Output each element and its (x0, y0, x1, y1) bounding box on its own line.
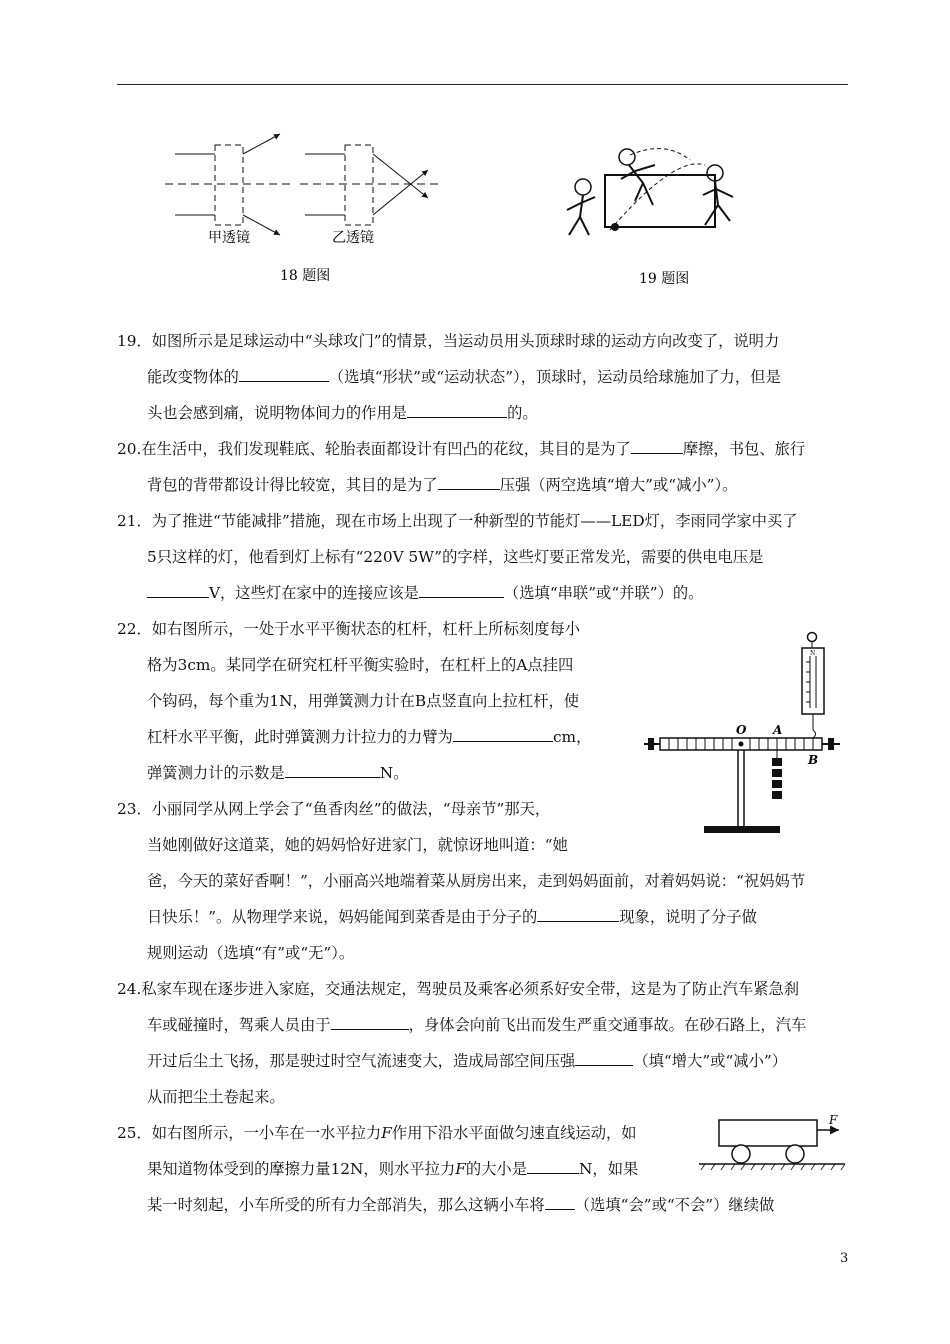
q21-line-3b: （选填“串联”或“并联”）的。 (503, 584, 704, 602)
lens-b-label: 乙透镜 (332, 230, 374, 246)
q25-line-1 (117, 1115, 852, 1151)
q24-line-3 (117, 1043, 852, 1079)
q19-line-3 (117, 395, 852, 431)
q25-line-2c: N，如果 (579, 1160, 639, 1178)
q19-line-2 (117, 359, 852, 395)
q23-line-2: 当她刚做好这道菜，她的妈妈恰好进家门，就惊讶地叫道：“她 (147, 836, 568, 854)
q23-line-4 (117, 899, 852, 935)
question-25 (117, 1115, 852, 1223)
q21-line-2: 5只这样的灯，他看到灯上标有“220V 5W”的字样，这些灯要正常发光，需要的供电电压是 (147, 548, 764, 566)
q25-line-1a: 25．如右图所示，一小车在一水平拉力 (117, 1124, 382, 1142)
q22-blank-2[interactable] (285, 763, 380, 778)
q25-line-2 (117, 1151, 852, 1187)
point-o-label: O (736, 723, 747, 737)
q21-blank-1[interactable] (147, 583, 209, 598)
question-24 (117, 971, 852, 1115)
figure-18-caption: 18 题图 (280, 268, 331, 284)
q25-var-f-2: F (455, 1160, 466, 1178)
q19-line-1: 19．如图所示是足球运动中“头球攻门”的情景，当运动员用头顶球时球的运动方向改变了，说明力 (117, 332, 780, 350)
q24-blank-1[interactable] (331, 1015, 409, 1030)
lens-a-label: 甲透镜 (208, 230, 250, 246)
q22-line-1: 22．如右图所示，一处于水平平衡状态的杠杆，杠杆上所标刻度每小 (117, 620, 581, 638)
q22-line-2: 格为3cm。某同学在研究杠杆平衡实验时，在杠杆上的A点挂四 (147, 656, 574, 674)
q19-blank-1[interactable] (239, 367, 329, 382)
question-20 (117, 431, 852, 503)
meter-unit-label: N (810, 650, 816, 657)
question-21 (117, 503, 852, 611)
q24-line-2b: ，身体会向前飞出而发生严重交通事故。在砂石路上，汽车 (408, 1016, 807, 1034)
q21-line-3a: V，这些灯在家中的连接应该是 (209, 584, 419, 602)
q22-blank-1[interactable] (453, 727, 553, 742)
q24-line-1: 24.私家车现在逐步进入家庭，交通法规定，驾驶员及乘客必须系好安全带，这是为了防止汽车紧急刹 (117, 980, 800, 998)
q21-blank-2[interactable] (419, 583, 504, 598)
q25-line-2a: 果知道物体受到的摩擦力量12N，则水平拉力 (147, 1160, 456, 1178)
q21-line-1: 21．为了推进“节能减排”措施，现在市场上出现了一种新型的节能灯——LED灯，李雨同学家中买了 (117, 512, 798, 530)
question-23 (117, 791, 852, 971)
question-22 (117, 611, 852, 791)
q22-line-4 (117, 719, 852, 755)
point-a-label: A (773, 723, 783, 737)
q22-line-5b: N。 (379, 764, 409, 782)
q25-blank-2[interactable] (545, 1195, 575, 1210)
q25-line-3 (117, 1187, 852, 1223)
point-b-label: B (808, 753, 819, 767)
q24-line-4: 从而把尘土卷起来。 (147, 1088, 285, 1106)
q24-blank-2[interactable] (575, 1051, 633, 1066)
q24-line-2 (117, 1007, 852, 1043)
q21-line-3 (117, 575, 852, 611)
q24-line-2a: 车或碰撞时，驾乘人员由于 (147, 1016, 331, 1034)
figure-19-caption: 19 题图 (639, 271, 690, 287)
q23-blank-1[interactable] (537, 907, 619, 922)
header-rule (117, 84, 848, 85)
q19-blank-2[interactable] (407, 403, 507, 418)
force-f-label: F (829, 1113, 838, 1127)
q22-line-4a: 杠杆水平平衡，此时弹簧测力计拉力的力臂为 (147, 728, 453, 746)
q22-line-4b: cm， (552, 728, 592, 746)
q20-line-1a: 20.在生活中，我们发现鞋底、轮胎表面都设计有凹凸的花纹，其目的是为了 (117, 440, 631, 458)
q19-line-2b: （选填“形状”或“运动状态”），顶球时，运动员给球施加了力，但是 (328, 368, 781, 386)
figure-19-header-goal (555, 135, 755, 290)
q20-line-2b: 压强（两空选填“增大”或“减小”）。 (499, 476, 738, 494)
q23-line-5: 规则运动（选填“有”或“无”）。 (147, 944, 355, 962)
q23-line-1: 23．小丽同学从网上学会了“鱼香肉丝”的做法，“母亲节”那天， (117, 800, 551, 818)
q20-line-2 (117, 467, 852, 503)
q23-line-3: 爸，今天的菜好香啊！”，小丽高兴地端着菜从厨房出来，走到妈妈面前，对着妈妈说：“祝妈妈节 (147, 872, 806, 890)
q22-line-5 (117, 755, 852, 791)
figure-18-lenses (160, 120, 450, 290)
q25-line-2b: 的大小是 (465, 1160, 528, 1178)
q25-line-3a: 某一时刻起，小车所受的所有力全部消失，那么这辆小车将 (147, 1196, 545, 1214)
q22-line-5a: 弹簧测力计的示数是 (147, 764, 285, 782)
q25-var-f: F (381, 1124, 392, 1142)
q23-line-4a: 日快乐！”。从物理学来说，妈妈能闻到菜香是由于分子的 (147, 908, 538, 926)
q20-blank-1[interactable] (631, 439, 683, 454)
page-number: 3 (840, 1251, 849, 1266)
q25-blank-1[interactable] (527, 1159, 579, 1174)
q22-line-3: 个钩码，每个重为1N，用弹簧测力计在B点竖直向上拉杠杆，使 (147, 692, 580, 710)
question-19 (117, 323, 852, 431)
q24-line-3a: 开过后尘土飞扬，那是驶过时空气流速变大，造成局部空间压强 (147, 1052, 576, 1070)
q19-line-2a: 能改变物体的 (147, 368, 239, 386)
q19-line-3a: 头也会感到痛，说明物体间力的作用是 (147, 404, 408, 422)
q20-line-1b: 摩擦，书包、旅行 (682, 440, 806, 458)
q25-line-3b: （选填“会”或“不会”）继续做 (574, 1196, 775, 1214)
q24-line-3b: （填“增大”或“减小”） (633, 1052, 787, 1070)
q25-line-1b: 作用下沿水平面做匀速直线运动，如 (391, 1124, 637, 1142)
q20-blank-2[interactable] (438, 475, 500, 490)
q19-line-3b: 的。 (507, 404, 538, 422)
q20-line-2a: 背包的背带都设计得比较宽，其目的是为了 (147, 476, 438, 494)
q20-line-1 (117, 431, 852, 467)
q23-line-4b: 现象，说明了分子做 (619, 908, 757, 926)
